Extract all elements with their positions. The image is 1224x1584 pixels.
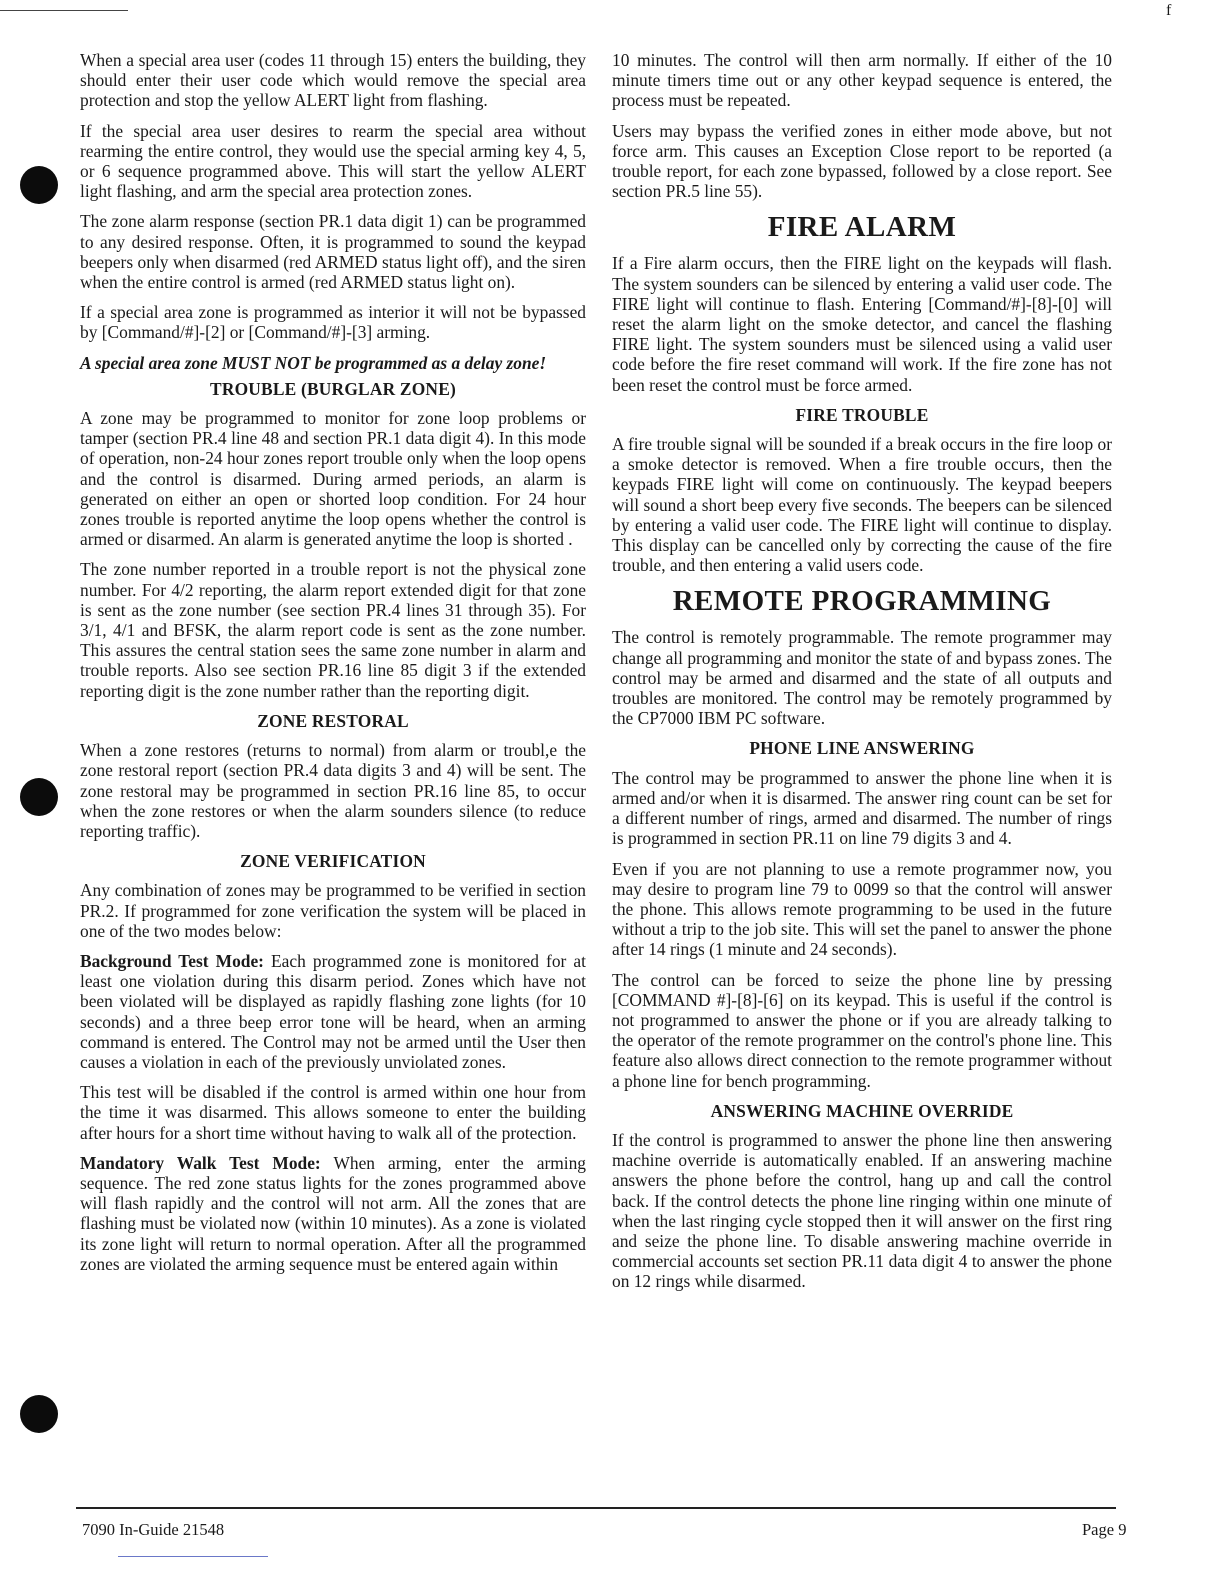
paragraph: A fire trouble signal will be sounded if a break occurs in the fire loop or a smoke detector is removed. When a fire trouble occurs, then the keypads FIRE light will come on continuously. The keypad beepers will sound a short beep every five seconds. The beepers can be silenced by entering a valid user code. The FIRE light will continue to display. This display can be cancelled only by correcting the cause of the fire trouble, and then entering a valid users code. <box>612 434 1112 576</box>
heading-zone-restoral: ZONE RESTORAL <box>257 710 409 731</box>
binder-hole-icon <box>20 1395 58 1433</box>
binder-hole-icon <box>20 778 58 816</box>
paragraph: The zone alarm response (section PR.1 data digit 1) can be programmed to any desired response. Often, it is programmed to sound the keypad beepers only when disarmed (red ARMED status light off), and the siren when the entire control is armed (red ARMED status light on). <box>80 211 586 293</box>
delay-zone-warning: A special area zone MUST NOT be programmed as a delay zone! <box>80 352 547 373</box>
footer-rule <box>76 1507 1116 1509</box>
corner-mark: f <box>1166 2 1172 19</box>
page-number: Page 9 <box>1082 1520 1127 1539</box>
left-column <box>80 50 586 1284</box>
heading-trouble-burglar-zone: TROUBLE (BURGLAR ZONE) <box>210 378 456 399</box>
top-rule <box>0 10 128 11</box>
paragraph: Even if you are not planning to use a remote programmer now, you may desire to program line 79 to 0099 so that the control will answer the phone. This allows remote programming to be used in the future without a trip to the job site. This will set the panel to answer the phone after 14 rings (1 minute and 24 seconds). <box>612 858 1112 960</box>
paragraph: If a special area zone is programmed as interior it will not be bypassed by [Command/#]-[2] or [Command/#]-[3] arming. <box>80 302 586 343</box>
paragraph: If the control is programmed to answer the phone line then answering machine override is automatically enabled. If an answering machine answers the phone before the control, hang up and call the control back. If the control detects the phone line ringing within one minute of when the last ringing cycle stopped then it will answer on the first ring and seize the phone line. To disable answering machine override in commercial accounts set section PR.11 data digit 4 to answer the phone on 12 rings while disarmed. <box>612 1129 1112 1292</box>
paragraph: When a special area user (codes 11 through 15) enters the building, they should enter their user code which would remove the special area protection and stop the yellow ALERT light from flashing. <box>80 50 586 111</box>
heading-zone-verification: ZONE VERIFICATION <box>240 851 426 872</box>
paragraph: A zone may be programmed to monitor for zone loop problems or tamper (section PR.4 line 48 and section PR.1 data digit 4). In this mode of operation, non-24 hour zones report trouble only when the loop opens and the control is disarmed. During armed periods, an alarm is generated on either an open or shorted loop condition. For 24 hour zones trouble is reported anytime the loop opens whether the control is armed or disarmed. An alarm is generated anytime the loop is shorted . <box>80 408 586 550</box>
right-column <box>612 50 1112 1302</box>
heading-remote-programming: REMOTE PROGRAMMING <box>672 585 1052 618</box>
binder-hole-icon <box>20 166 58 204</box>
paragraph: Users may bypass the verified zones in either mode above, but not force arm. This causes an Exception Close report to be reported (a trouble report, for each zone bypassed, followed by a close report. See section PR.5 line 55). <box>612 120 1112 202</box>
paragraph: The control is remotely programmable. The remote programmer may change all programming and monitor the state of and bypass zones. The control may be armed and disarmed and the state of all outputs and troubles are monitored. The control may be remotely programmed by the CP7000 IBM PC software. <box>612 627 1113 729</box>
paragraph-mandatory-walk-test <box>80 1153 586 1274</box>
paragraph-background-test <box>80 951 586 1072</box>
paragraph: If the special area user desires to rearm the special area without rearming the entire control, they would use the special arming key 4, 5, or 6 sequence programmed above. This will start the yellow ALERT light flashing, and arm the special area protection zones. <box>80 120 586 202</box>
background-test-text: Each programmed zone is monitored for at least one violation during this disarm period. Zones which have not been violated will be displayed as rapidly flashing zone lights (for 10 seconds) and a three beep error tone will be heard, when an arming command is entered. The Control may not be armed until the User then causes a violation in each of the previously unviolated zones. <box>80 950 586 1072</box>
paragraph: The zone number reported in a trouble report is not the physical zone number. For 4/2 reporting, the alarm report extended digit for that zone is sent as the zone number (see section PR.4 lines 31 through 35). For 3/1, 4/1 and BFSK, the alarm report code is sent as the zone number. This assures the central station sees the same zone number in alarm and trouble reports. Also see section PR.16 line 85 digit 3 if the extended reporting digit is the zone number rather than the reporting digit. <box>80 559 586 701</box>
paragraph: The control may be programmed to answer the phone line when it is armed and/or when it is disarmed. The answer ring count can be set for a different number of rings, armed and disarmed. The number of rings is programmed in section PR.11 on line 79 digits 3 and 4. <box>612 767 1112 849</box>
paragraph: This test will be disabled if the control is armed within one hour from the time it was disarmed. This allows someone to enter the building after hours for a short time without having to walk all of the protection. <box>80 1082 586 1143</box>
paragraph: The control can be forced to seize the phone line by pressing [COMMAND #]-[8]-[6] on its keypad. This is useful if the control is not programmed to answer the phone or if you are already talking to the operator of the remote programmer on the control's phone line. This feature also allows direct connection to the remote programmer without a phone line for bench programming. <box>612 969 1112 1091</box>
heading-fire-trouble: FIRE TROUBLE <box>795 404 929 425</box>
heading-fire-alarm: FIRE ALARM <box>767 211 957 244</box>
background-test-label: Background Test Mode: <box>80 950 264 971</box>
paragraph: If a Fire alarm occurs, then the FIRE light on the keypads will flash. The system sounders can be silenced by entering a valid user code. The FIRE light will continue to flash. Entering [Command/#]-[8]-[0] will reset the alarm light on the smoke detector, and cancel the flashing FIRE light. The system sounders must be silenced using a valid user code before the fire reset command will work. If the fire zone has not been reset the control must be force armed. <box>612 253 1112 395</box>
bottom-rule <box>118 1556 268 1557</box>
mandatory-walk-test-label: Mandatory Walk Test Mode: <box>80 1152 321 1173</box>
heading-phone-line-answering: PHONE LINE ANSWERING <box>749 738 975 759</box>
paragraph: When a zone restores (returns to normal) from alarm or troubl,e the zone restoral report (section PR.4 data digits 3 and 4) will be sent. The zone restoral may be programmed in section PR.16 line 85, to occur when the zone restores or when the alarm sounders silence (to reduce reporting traffic). <box>80 740 586 841</box>
paragraph: Any combination of zones may be programmed to be verified in section PR.2. If programmed for zone verification the system will be placed in one of the two modes below: <box>80 880 586 941</box>
paragraph: 10 minutes. The control will then arm normally. If either of the 10 minute timers time out or any other keypad sequence is entered, the process must be repeated. <box>612 50 1112 111</box>
heading-answering-machine-override: ANSWERING MACHINE OVERRIDE <box>710 1100 1014 1121</box>
footer-doc-id: 7090 In-Guide 21548 <box>82 1520 225 1539</box>
mandatory-walk-test-text: When arming, enter the arming sequence. The red zone status lights for the zones programmed above will flash rapidly and the control will not arm. All the zones that are flashing must be violated now (within 10 minutes). As a zone is violated its zone light will return to normal operation. After all the programmed zones are violated the arming sequence must be entered again within <box>80 1152 586 1274</box>
